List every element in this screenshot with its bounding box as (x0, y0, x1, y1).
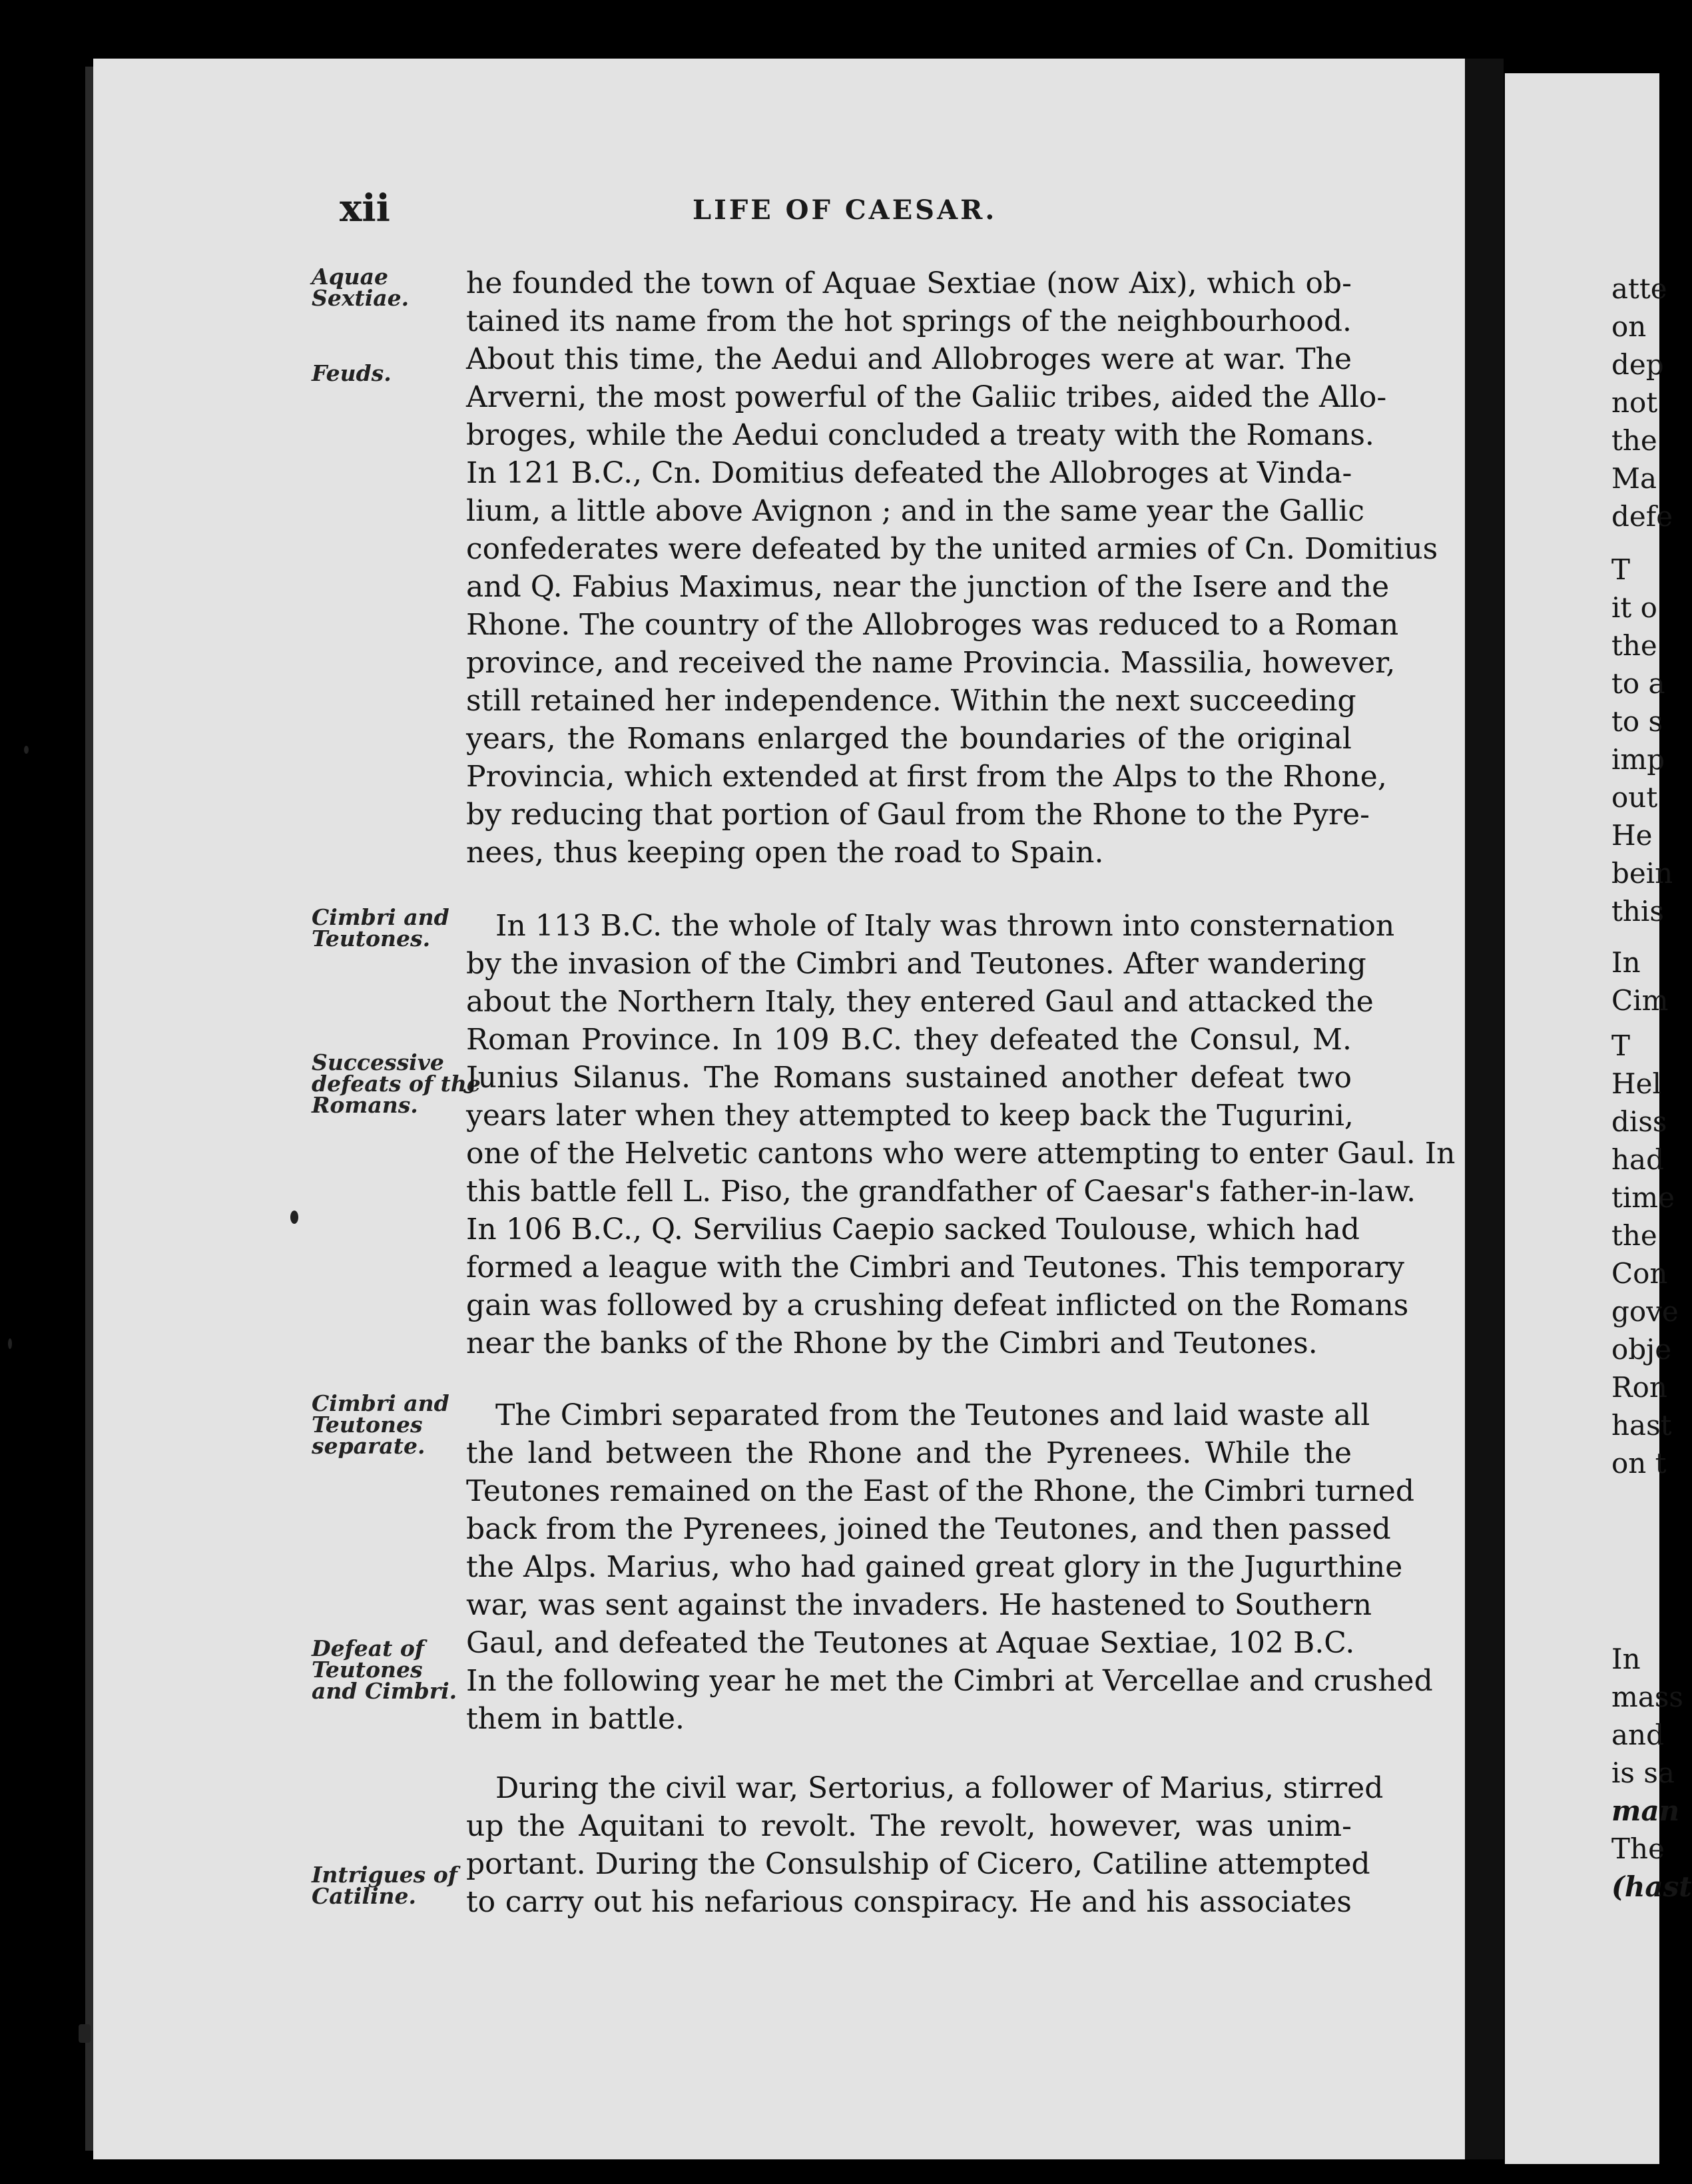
text-line: near the banks of the Rhone by the Cimbri and Teutones. (466, 1326, 1318, 1360)
page-number: xii (340, 186, 390, 230)
margin-note: Aquae Sextiae. (312, 264, 410, 311)
right-page-fragment: this (1611, 895, 1664, 928)
text-line: by the invasion of the Cimbri and Teutones. After wandering (466, 947, 1366, 981)
text-line: In 113 B.C. the whole of Italy was thrown into consternation (495, 909, 1395, 943)
text-line: and Q. Fabius Maximus, near the junction of the Isere and the (466, 570, 1390, 604)
right-page-fragment: T (1611, 553, 1631, 586)
right-page-fragment: time (1611, 1181, 1675, 1214)
text-line: them in battle. (466, 1702, 685, 1736)
right-page-fragment: hast (1611, 1409, 1672, 1442)
text-line: this battle fell L. Piso, the grandfather of Caesar's father-in-law. (466, 1175, 1416, 1209)
right-page-fragment: Hel (1611, 1067, 1661, 1100)
text-line: broges, while the Aedui concluded a treaty with the Romans. (466, 418, 1374, 452)
text-line: up the Aquitani to revolt. The revolt, however, was unim- (466, 1809, 1352, 1843)
text-line: years, the Romans enlarged the boundaries of the original (466, 722, 1352, 756)
right-page-fragment: out (1611, 781, 1658, 814)
right-page-fragment: Ma (1611, 462, 1657, 495)
right-page-fragment: to a (1611, 667, 1665, 700)
text-line: portant. During the Consulship of Cicero, Catiline attempted (466, 1847, 1370, 1881)
text-line: In 106 B.C., Q. Servilius Caepio sacked Toulouse, which had (466, 1213, 1360, 1246)
right-page-fragment: and (1611, 1719, 1664, 1751)
margin-note: Intrigues of Catiline. (312, 1862, 457, 1909)
text-line: province, and received the name Provincia. Massilia, however, (466, 646, 1396, 680)
right-page-fragment: had (1611, 1143, 1664, 1176)
text-line: Gaul, and defeated the Teutones at Aquae Sextiae, 102 B.C. (466, 1626, 1355, 1660)
text-line: About this time, the Aedui and Allobroges were at war. The (466, 342, 1352, 376)
right-page-fragment: to s (1611, 705, 1663, 738)
right-page-fragment: mass (1611, 1681, 1683, 1713)
right-page-fragment: Ron (1611, 1371, 1667, 1404)
text-line: still retained her independence. Within the next succeeding (466, 684, 1356, 718)
right-page-fragment: the (1611, 1219, 1657, 1252)
running-title: LIFE OF CAESAR. (693, 194, 997, 226)
margin-note: Cimbri and Teutones. (312, 904, 449, 952)
right-page-fragment: imp (1611, 743, 1665, 776)
text-line: lium, a little above Avignon ; and in the same year the Gallic (466, 494, 1364, 528)
right-page-fragment: the (1611, 629, 1657, 662)
text-line: confederates were defeated by the united armies of Cn. Domitius (466, 532, 1438, 566)
text-line: he founded the town of Aquae Sextiae (now Aix), which ob- (466, 266, 1352, 300)
text-line: The Cimbri separated from the Teutones and laid waste all (495, 1398, 1370, 1432)
margin-note: Defeat of Teutones and Cimbri. (312, 1635, 457, 1704)
text-line: During the civil war, Sertorius, a follower of Marius, stirred (495, 1771, 1384, 1805)
right-page-fragment: the (1611, 424, 1657, 457)
text-line: tained its name from the hot springs of the neighbourhood. (466, 304, 1352, 338)
right-page-fragment: obje (1611, 1333, 1672, 1366)
right-page-fragment: on (1611, 310, 1647, 343)
text-line: the Alps. Marius, who had gained great glory in the Jugurthine (466, 1550, 1403, 1584)
scan-speck (290, 1211, 298, 1224)
text-line: In the following year he met the Cimbri at Vercellae and crushed (466, 1664, 1433, 1698)
text-line: Teutones remained on the East of the Rhone, the Cimbri turned (466, 1474, 1414, 1508)
right-page-fragment: Cim (1611, 984, 1669, 1017)
right-page-fragment: He (1611, 819, 1653, 852)
right-page-fragment: dep (1611, 348, 1664, 381)
scan-speck (8, 1338, 12, 1349)
book-gutter (1465, 59, 1504, 2159)
margin-note: Feuds. (312, 360, 392, 386)
text-line: Junius Silanus. The Romans sustained another defeat two (466, 1061, 1352, 1095)
text-line: to carry out his nefarious conspiracy. He and his associates (466, 1885, 1352, 1919)
text-line: years later when they attempted to keep back the Tugurini, (466, 1099, 1354, 1133)
text-line: Rhone. The country of the Allobroges was reduced to a Roman (466, 608, 1399, 642)
right-page-fragment: diss (1611, 1105, 1667, 1138)
text-line: the land between the Rhone and the Pyrenees. While the (466, 1436, 1352, 1470)
right-page-fragment: man (1611, 1794, 1680, 1827)
scan-speck (24, 746, 29, 754)
right-page-fragment: is sa (1611, 1757, 1675, 1789)
right-page-fragment: T (1611, 1029, 1631, 1062)
right-page-fragment: bein (1611, 857, 1673, 890)
right-page-fragment: The (1611, 1832, 1665, 1865)
right-page-fragment: not (1611, 386, 1658, 419)
text-line: In 121 B.C., Cn. Domitius defeated the Allobroges at Vinda- (466, 456, 1352, 490)
text-line: Roman Province. In 109 B.C. they defeated the Consul, M. (466, 1023, 1352, 1057)
right-page-fragment: it o (1611, 591, 1657, 624)
text-line: about the Northern Italy, they entered Gaul and attacked the (466, 985, 1374, 1019)
scan-speck (79, 2024, 91, 2043)
text-line: by reducing that portion of Gaul from the Rhone to the Pyre- (466, 798, 1370, 832)
text-line: Arverni, the most powerful of the Galiic tribes, aided the Allo- (466, 380, 1387, 414)
right-page-fragment: In (1611, 946, 1641, 979)
margin-note: Successive defeats of the Romans. (312, 1049, 481, 1118)
text-line: gain was followed by a crushing defeat inflicted on the Romans (466, 1288, 1409, 1322)
text-line: Provincia, which extended at first from the Alps to the Rhone, (466, 760, 1387, 794)
right-page-fragment: on t (1611, 1447, 1667, 1480)
text-line: formed a league with the Cimbri and Teutones. This temporary (466, 1250, 1405, 1284)
right-page-fragment: defe (1611, 500, 1673, 533)
right-page-fragment: In (1611, 1643, 1641, 1675)
text-line: one of the Helvetic cantons who were attempting to enter Gaul. In (466, 1137, 1456, 1171)
margin-note: Cimbri and Teutones separate. (312, 1390, 449, 1459)
right-page-fragment: (hast (1611, 1870, 1692, 1903)
right-page-fragment: Con (1611, 1257, 1668, 1290)
text-line: nees, thus keeping open the road to Spain. (466, 836, 1104, 870)
right-page-fragment: atte (1611, 272, 1667, 305)
text-line: back from the Pyrenees, joined the Teutones, and then passed (466, 1512, 1391, 1546)
text-line: war, was sent against the invaders. He hastened to Southern (466, 1588, 1372, 1622)
right-page-fragment: gove (1611, 1295, 1679, 1328)
